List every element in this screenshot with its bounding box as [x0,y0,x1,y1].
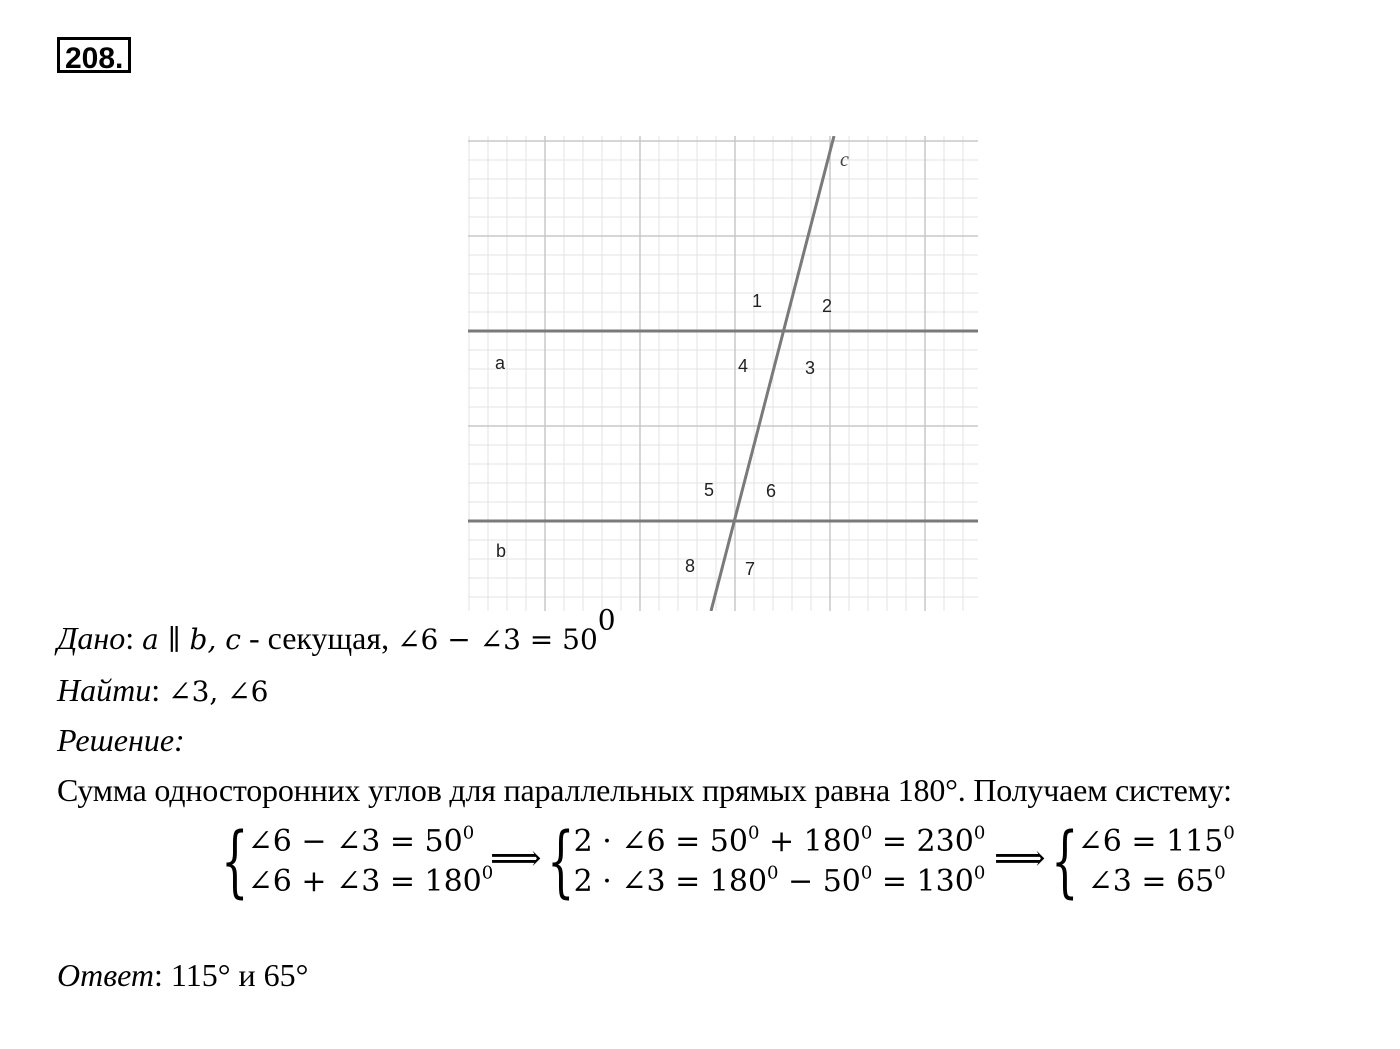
angle-label-1: 1 [752,291,763,311]
system-3-row-1: ∠6 = $115^0$ [1077,822,1235,859]
line-c-label: c [840,149,849,171]
solution-label: Решение: [57,722,185,758]
answer-text: : 115° и 65° [154,957,309,993]
line-b-label: b [496,541,507,561]
system-2 [536,817,986,907]
find-label: Найти [57,672,152,708]
angle-label-5: 5 [704,480,715,500]
system-1-row-2: ∠6 + ∠3 = $180^0$ [247,862,494,899]
brace-3: { [1051,817,1079,907]
system-2-row-2: 2 · ∠3 = $180^0 - 50^0 = 130^0$ [573,862,986,899]
given-colon: : [125,620,135,656]
find-colon: : [151,672,161,708]
solution-text: Сумма односторонних углов для параллельных прямых равна 180°. Получаем систему: [57,772,1232,808]
geometry-figure [468,136,978,611]
angle-label-3: 3 [805,358,816,378]
given-expr: ∠6 − ∠3 = 50 [397,623,598,656]
answer-label: Ответ [57,957,154,993]
system-1-row-1: ∠6 − ∠3 = $50^0$ [247,822,475,859]
angle-label-8: 8 [685,556,696,576]
answer-line [57,957,308,994]
given-text: - секущая, [240,620,398,656]
angle-label-4: 4 [738,356,749,376]
system-1 [210,817,494,907]
given-sup: 0 [597,603,616,637]
system-2-row-1: 2 · ∠6 = $50^0 + 180^0 = 230^0$ [573,822,986,859]
problem-number: 208. [57,37,131,73]
given-parallel: a ∥ b, c [142,623,241,656]
line-a-label: a [495,353,506,373]
angle-label-7: 7 [745,559,756,579]
implies-2: ⟹ [994,838,1046,879]
angle-label-6: 6 [766,481,777,501]
brace-2: { [547,817,575,907]
system-3-row-2: ∠3 = $65^0$ [1087,862,1226,899]
find-expr: ∠3, ∠6 [168,675,269,708]
given-label: Дано [57,620,126,656]
find-line [57,672,268,709]
implies-1: ⟹ [490,838,542,879]
angle-label-2: 2 [822,296,833,316]
brace-1: { [221,817,249,907]
given-line [57,603,616,657]
figure-svg [468,136,978,611]
system-3 [1040,817,1235,907]
